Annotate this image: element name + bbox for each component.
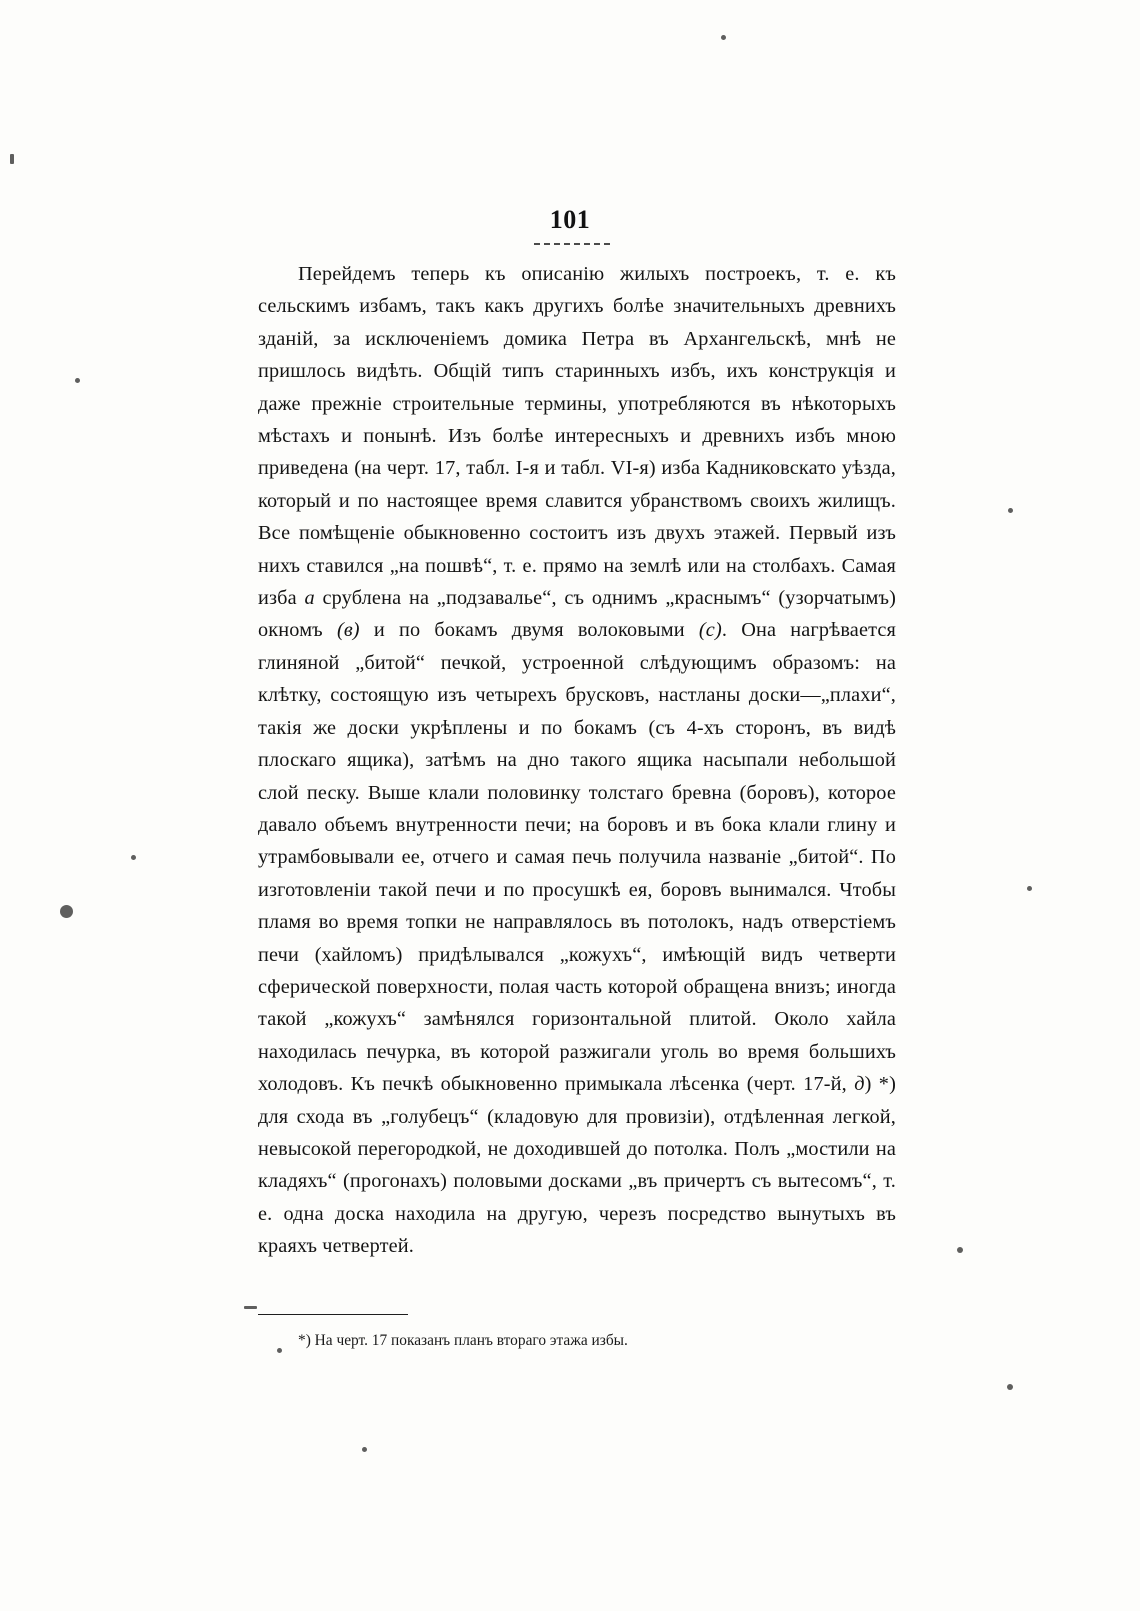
body-part-3: и по бокамъ двумя волоковыми [359, 619, 699, 642]
footnote-text: *) На черт. 17 показанъ планъ втораго этажа избы. [298, 1332, 628, 1349]
scan-speck [957, 1247, 963, 1253]
scan-speck [10, 154, 14, 164]
body-part-1: Перейдемъ теперь къ описанію жилыхъ построекъ, т. е. къ сельскимъ избамъ, такъ какъ другихъ болѣе значительныхъ древнихъ зданій, за исключеніемъ домика Петра въ Архангельскѣ, мнѣ не пришлось видѣть. Общій типъ старинныхъ избъ, ихъ конструкція и даже прежніе строительные термины, употребляются въ нѣкоторыхъ мѣстахъ и понынѣ. Изъ болѣе интересныхъ и древнихъ избъ мною приведена (на черт. 17, табл. I-я и табл. VI-я) изба Кадниковскато уѣзда, который и по настоящее время славится убранствомъ своихъ жилищъ. Все помѣщеніе обыкновенно состоитъ изъ двухъ этажей. Первый изъ нихъ ставился „на пошвѣ“, т. е. прямо на землѣ или на столбахъ. Самая изба [258, 263, 896, 610]
scan-speck [1008, 508, 1013, 513]
scan-speck [1027, 886, 1032, 891]
scan-speck [60, 905, 73, 918]
scan-speck [75, 378, 80, 383]
figure-label-d: д [854, 1073, 865, 1096]
scan-speck [131, 855, 136, 860]
footnote-separator [258, 1314, 408, 1315]
figure-label-a: a [304, 587, 315, 610]
figure-label-v: (в) [336, 619, 360, 642]
scan-speck [721, 35, 726, 40]
scan-speck [244, 1306, 257, 1309]
figure-label-s: (с) [698, 619, 722, 642]
page-number-rule [534, 243, 610, 245]
scan-speck [362, 1447, 367, 1452]
scan-speck [1007, 1384, 1013, 1390]
body-part-5: ) *) для схода въ „голубецъ“ (кладовую для провизіи), отдѣленная легкой, невысокой перегородкой, не доходившей до потолка. Полъ „мостили на кладяхъ“ (прогонахъ) половыми досками „въ причертъ съ вытесомъ“, т. е. одна доска находила на другую, черезъ посредство вынутыхъ въ краяхъ четвертей. [258, 1073, 896, 1258]
body-part-2: срублена на „подзавалье“, съ однимъ „краснымъ“ (узорчатымъ) окномъ [258, 587, 896, 642]
page-number: 101 [549, 205, 591, 234]
body-part-4: . Она нагрѣвается глиняной „битой“ печкой, устроенной слѣдующимъ образомъ: на клѣтку, состоящую изъ четырехъ брусковъ, настланы доски—„плахи“, такія же доски укрѣплены и по бокамъ (съ 4-хъ сторонъ, въ видѣ плоскаго ящика), затѣмъ на дно такого ящика насыпали небольшой слой песку. Выше клали половинку толстаго бревна (боровъ), которое давало объемъ внутренности печи; на боровъ и въ бока клали глину и утрамбовывали ее, отчего и самая печь получила названіе „битой“. По изготовленіи такой печи и по просушкѣ ея, боровъ вынимался. Чтобы пламя во время топки не направлялось въ потолокъ, надъ отверстіемъ печи (хайломъ) придѣлывался „кожухъ“, имѣющій видъ четверти сферической поверхности, полая часть которой обращена внизъ; иногда такой „кожухъ“ замѣнялся горизонтальной плитой. Около хайла находилась печурка, въ которой разжигали уголь во время большихъ холодовъ. Къ печкѣ обыкновенно примыкала лѣсенка (черт. 17-й, [258, 619, 897, 1096]
body-text [258, 258, 896, 1263]
